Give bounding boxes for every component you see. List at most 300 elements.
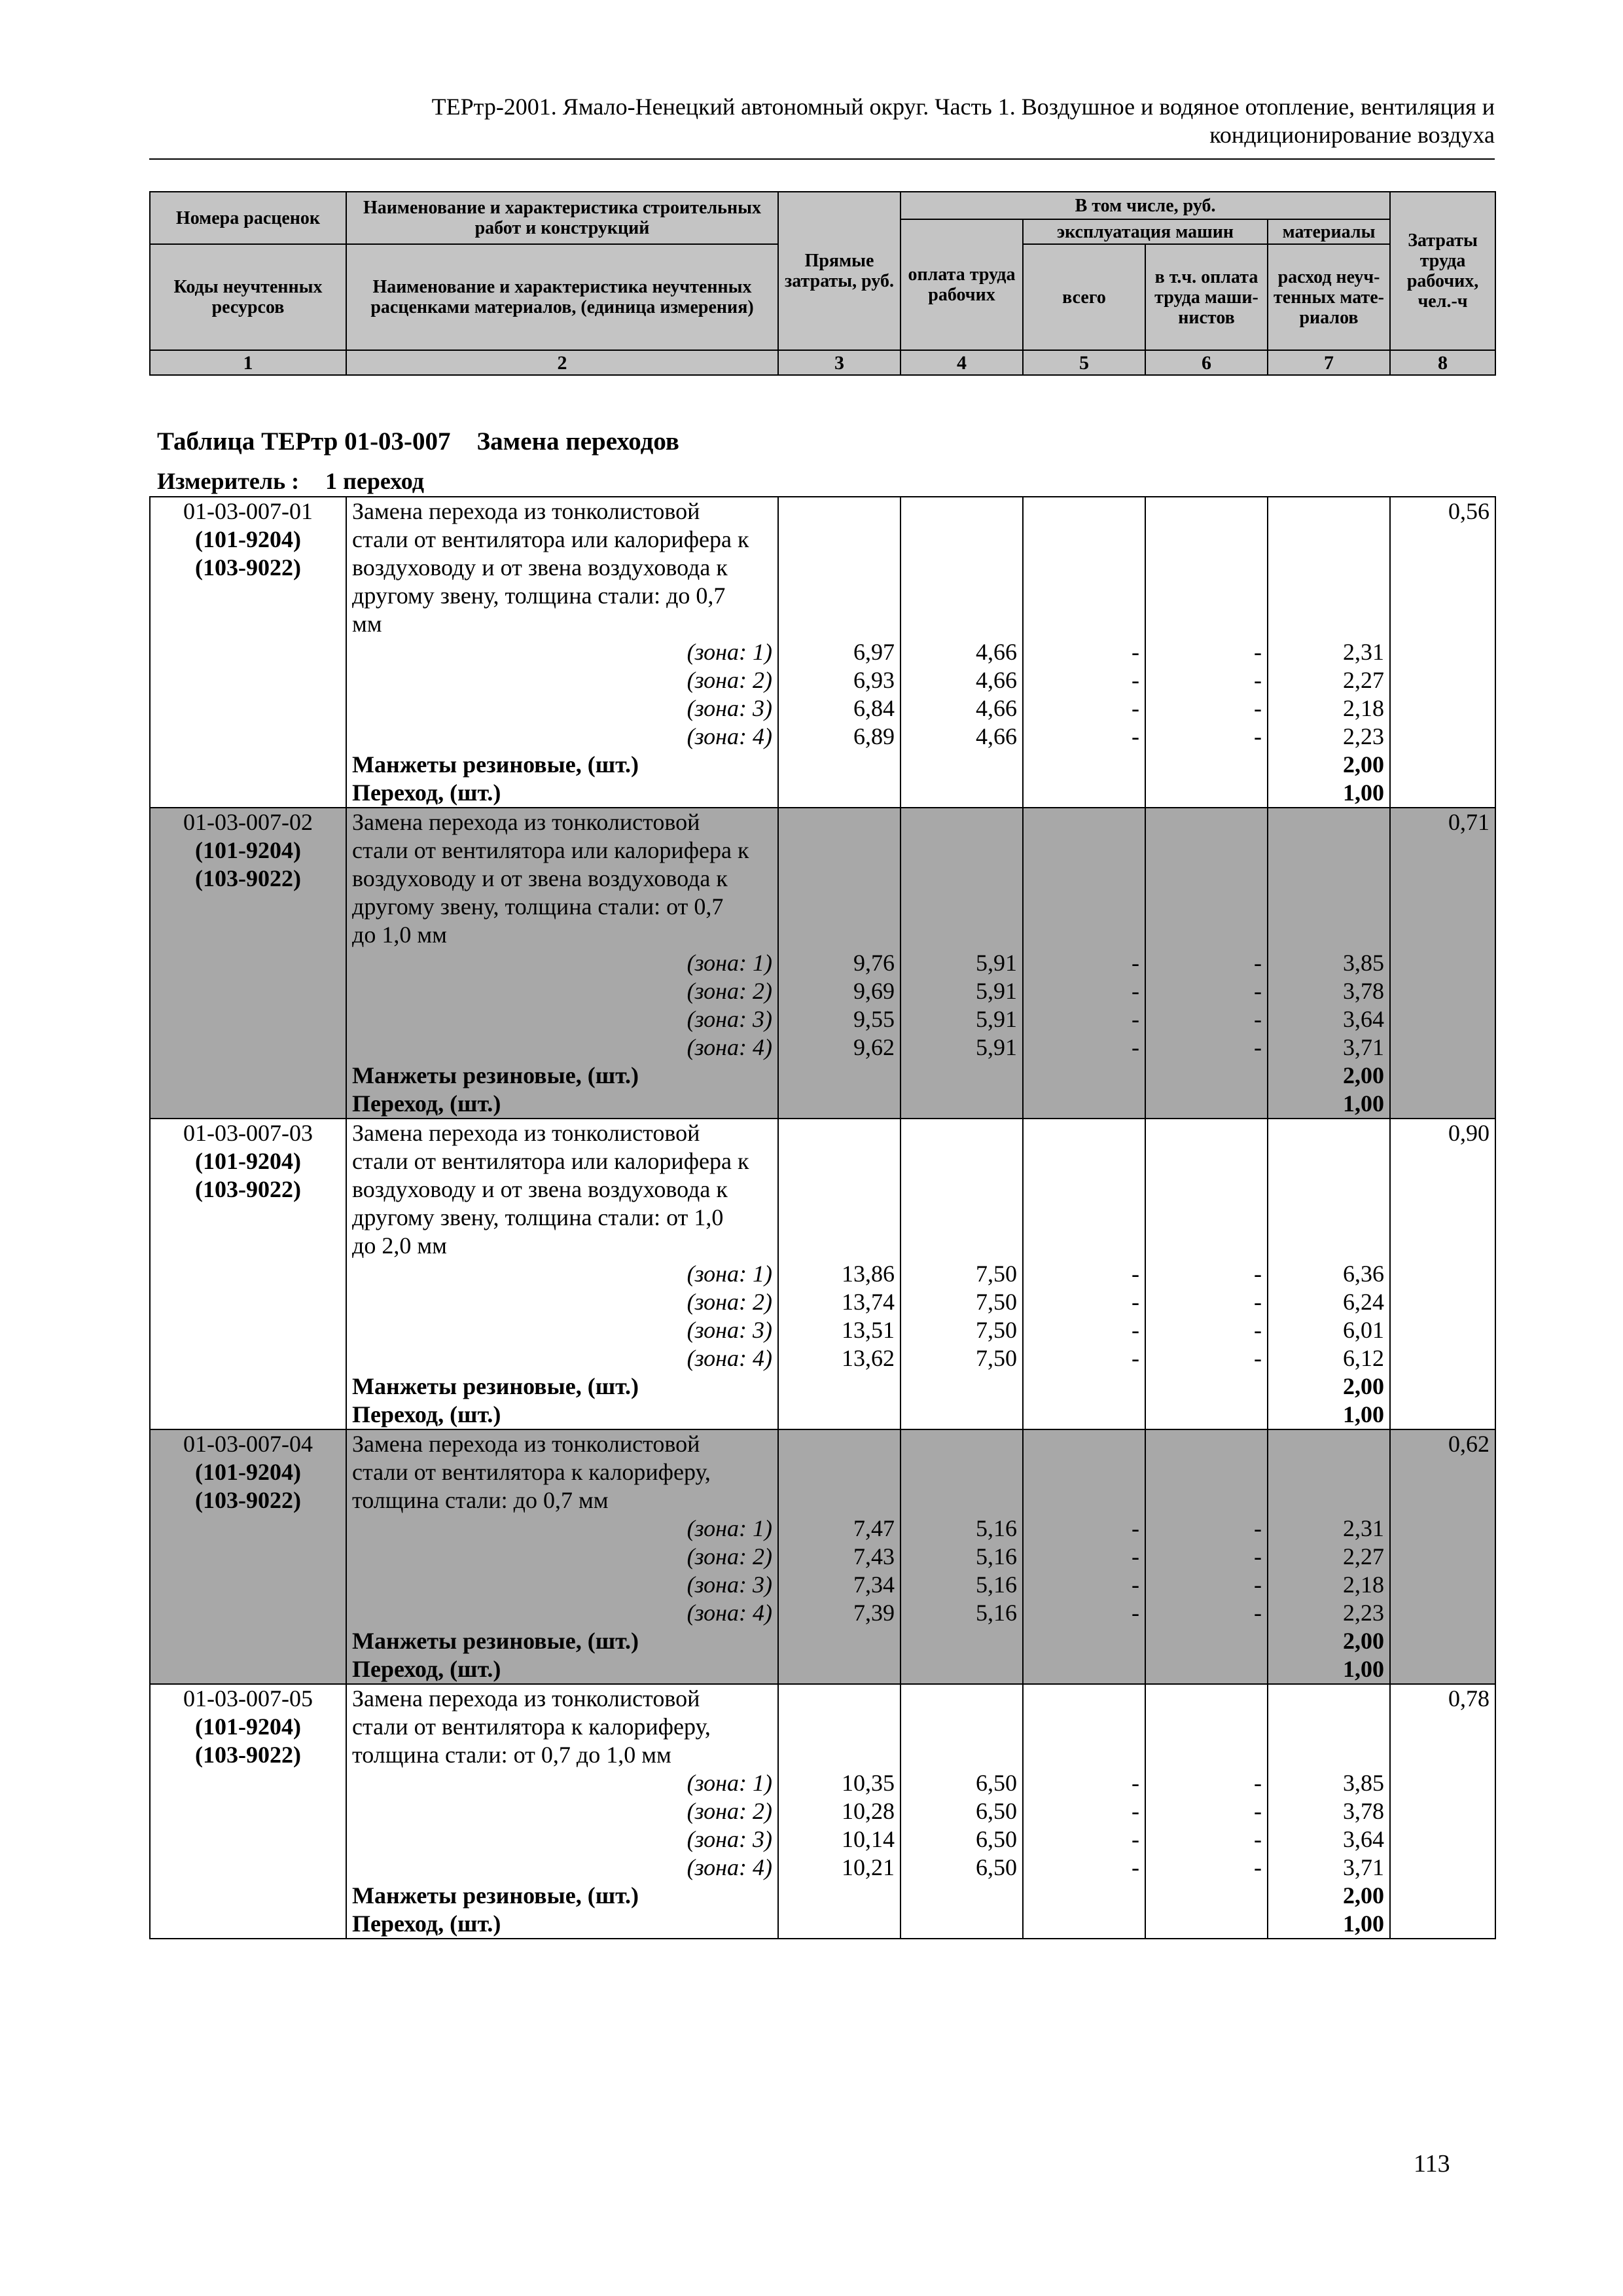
rate-row (150, 1684, 1495, 1939)
blank-line (906, 497, 1017, 526)
table-title-name: Замена переходов (476, 427, 679, 456)
machinist-pay-value: - (1254, 639, 1262, 665)
blank-line (906, 751, 1017, 779)
header-machine-operation: эксплуатация машин (1023, 219, 1268, 244)
blank-line (1029, 836, 1139, 865)
resource-code: (101-9204) (195, 526, 301, 552)
zone-label: (зона: 1) (687, 950, 772, 976)
blank-line (1274, 554, 1384, 582)
worker-pay-value: 6,50 (976, 1798, 1017, 1824)
blank-line (1151, 893, 1262, 921)
zone-label: (зона: 1) (687, 639, 772, 665)
blank-line (1274, 893, 1384, 921)
blank-line (784, 1458, 895, 1486)
rate-row (150, 1429, 1495, 1684)
resource-name: Переход, (шт.) (352, 1910, 501, 1937)
column-header-table (149, 191, 1496, 376)
blank-line (1029, 554, 1139, 582)
blank-line (1274, 1147, 1384, 1175)
running-header-line-2: кондиционирование воздуха (1209, 122, 1495, 148)
blank-line (1029, 1062, 1139, 1090)
rate-description-line: стали от вентилятора или калорифера к (352, 526, 749, 552)
resource-quantity: 2,00 (1343, 751, 1384, 778)
machinist-pay-value: - (1254, 1798, 1262, 1824)
resource-name: Манжеты резиновые, (шт.) (352, 1628, 639, 1654)
rate-description-line: толщина стали: от 0,7 до 1,0 мм (352, 1742, 671, 1768)
zone-label: (зона: 2) (687, 1798, 772, 1824)
resource-code: (103-9022) (195, 865, 301, 891)
machinist-pay-cell (1145, 1429, 1268, 1684)
header-machinist-pay: в т.ч. оплата труда маши-нистов (1145, 244, 1268, 350)
blank-line (906, 779, 1017, 807)
direct-cost-cell (778, 497, 901, 808)
direct-cost-value: 6,89 (853, 723, 895, 749)
rate-code-cell (150, 1684, 346, 1939)
blank-line (784, 1090, 895, 1118)
zone-label: (зона: 3) (687, 695, 772, 721)
blank-line (1029, 582, 1139, 610)
rate-description-line: Замена перехода из тонколистовой (352, 809, 700, 835)
materials-value: 3,64 (1343, 1006, 1384, 1032)
rate-code: 01-03-007-05 (183, 1685, 313, 1712)
materials-value: 3,71 (1343, 1854, 1384, 1880)
materials-cell (1268, 497, 1390, 808)
rate-description-line: стали от вентилятора или калорифера к (352, 837, 749, 863)
blank-line (1151, 921, 1262, 949)
blank-line (1029, 1401, 1139, 1429)
header-rate-numbers: Номера расценок (150, 192, 346, 244)
worker-pay-value: 5,91 (976, 1034, 1017, 1060)
header-direct-costs: Прямые затраты, руб. (778, 192, 901, 350)
machinist-pay-value: - (1254, 978, 1262, 1004)
blank-line (1151, 1232, 1262, 1260)
direct-cost-value: 13,51 (842, 1317, 895, 1343)
worker-pay-value: 7,50 (976, 1289, 1017, 1315)
rate-description-line: толщина стали: до 0,7 мм (352, 1487, 609, 1513)
blank-line (906, 1627, 1017, 1655)
header-rule (149, 158, 1495, 160)
direct-cost-cell (778, 1684, 901, 1939)
meter-line (157, 467, 424, 495)
materials-value: 3,85 (1343, 950, 1384, 976)
machinist-pay-value: - (1254, 723, 1262, 749)
blank-line (1151, 1655, 1262, 1683)
materials-value: 2,31 (1343, 639, 1384, 665)
blank-line (1151, 1062, 1262, 1090)
blank-line (906, 1090, 1017, 1118)
blank-line (1274, 921, 1384, 949)
machine-cost-value: - (1132, 1034, 1139, 1060)
blank-line (1151, 1627, 1262, 1655)
machinist-pay-value: - (1254, 1854, 1262, 1880)
resource-quantity: 2,00 (1343, 1882, 1384, 1909)
rate-description-line: до 1,0 мм (352, 922, 447, 948)
worker-pay-value: 5,16 (976, 1571, 1017, 1598)
blank-line (1151, 1458, 1262, 1486)
rate-code-cell (150, 1119, 346, 1429)
blank-line (906, 554, 1017, 582)
blank-line (784, 1232, 895, 1260)
worker-pay-cell (901, 1429, 1023, 1684)
rate-description-cell (346, 1684, 778, 1939)
labor-cost-cell (1390, 1684, 1495, 1939)
blank-line (1274, 1232, 1384, 1260)
blank-line (1274, 1486, 1384, 1515)
blank-line (1029, 1882, 1139, 1910)
blank-line (784, 893, 895, 921)
blank-line (1151, 1741, 1262, 1769)
direct-cost-value: 13,74 (842, 1289, 895, 1315)
direct-cost-value: 9,55 (853, 1006, 895, 1032)
rate-code-cell (150, 808, 346, 1119)
blank-line (1151, 1401, 1262, 1429)
blank-line (1274, 526, 1384, 554)
blank-line (1151, 1430, 1262, 1458)
blank-line (1151, 751, 1262, 779)
blank-line (1029, 1175, 1139, 1204)
machine-cost-value: - (1132, 978, 1139, 1004)
worker-pay-value: 7,50 (976, 1317, 1017, 1343)
resource-quantity: 1,00 (1343, 1090, 1384, 1117)
blank-line (784, 808, 895, 836)
blank-line (1151, 1204, 1262, 1232)
rate-code: 01-03-007-01 (183, 498, 313, 524)
machine-cost-value: - (1132, 1600, 1139, 1626)
blank-line (1029, 1204, 1139, 1232)
column-number: 6 (1145, 350, 1268, 375)
page-number: 113 (1414, 2150, 1450, 2178)
materials-value: 2,18 (1343, 1571, 1384, 1598)
labor-cost-cell (1390, 1119, 1495, 1429)
blank-line (906, 836, 1017, 865)
blank-line (1029, 751, 1139, 779)
resource-quantity: 1,00 (1343, 1401, 1384, 1427)
machinist-pay-value: - (1254, 1600, 1262, 1626)
blank-line (784, 1882, 895, 1910)
blank-line (784, 554, 895, 582)
resource-quantity: 2,00 (1343, 1628, 1384, 1654)
worker-pay-cell (901, 1119, 1023, 1429)
blank-line (906, 1882, 1017, 1910)
worker-pay-value: 6,50 (976, 1826, 1017, 1852)
worker-pay-value: 6,50 (976, 1770, 1017, 1796)
blank-line (1274, 836, 1384, 865)
rate-description-line: Замена перехода из тонколистовой (352, 1120, 700, 1146)
rate-code: 01-03-007-04 (183, 1431, 313, 1457)
blank-line (784, 921, 895, 949)
machine-cost-value: - (1132, 1261, 1139, 1287)
blank-line (906, 1232, 1017, 1260)
machine-cost-value: - (1132, 1289, 1139, 1315)
resource-name: Манжеты резиновые, (шт.) (352, 1373, 639, 1399)
direct-cost-value: 9,62 (853, 1034, 895, 1060)
zone-label: (зона: 1) (687, 1261, 772, 1287)
blank-line (784, 865, 895, 893)
header-including: В том числе, руб. (901, 192, 1390, 219)
worker-pay-value: 4,66 (976, 723, 1017, 749)
rate-description-line: Замена перехода из тонколистовой (352, 1431, 700, 1457)
materials-value: 6,24 (1343, 1289, 1384, 1315)
worker-pay-value: 5,16 (976, 1515, 1017, 1541)
rate-description-line: другому звену, толщина стали: от 0,7 (352, 893, 724, 920)
worker-pay-value: 6,50 (976, 1854, 1017, 1880)
table-title-number: Таблица ТЕРтр 01-03-007 (157, 427, 451, 456)
rate-row (150, 1119, 1495, 1429)
blank-line (1274, 1741, 1384, 1769)
materials-cell (1268, 808, 1390, 1119)
blank-line (1029, 1486, 1139, 1515)
resource-code: (101-9204) (195, 837, 301, 863)
blank-line (906, 1147, 1017, 1175)
blank-line (906, 865, 1017, 893)
blank-line (906, 1713, 1017, 1741)
machine-cost-cell (1023, 808, 1145, 1119)
blank-line (784, 836, 895, 865)
labor-cost-value: 0,90 (1448, 1120, 1489, 1146)
rate-description-cell (346, 808, 778, 1119)
machinist-pay-value: - (1254, 695, 1262, 721)
direct-cost-value: 7,34 (853, 1571, 895, 1598)
blank-line (784, 1062, 895, 1090)
resource-code: (103-9022) (195, 1742, 301, 1768)
blank-line (1151, 1090, 1262, 1118)
labor-cost-value: 0,78 (1448, 1685, 1489, 1712)
resource-name: Манжеты резиновые, (шт.) (352, 1882, 639, 1909)
blank-line (1151, 554, 1262, 582)
machine-cost-value: - (1132, 639, 1139, 665)
blank-line (784, 1486, 895, 1515)
blank-line (1274, 1430, 1384, 1458)
rate-description-line: до 2,0 мм (352, 1232, 447, 1259)
column-number: 7 (1268, 350, 1390, 375)
resource-code: (101-9204) (195, 1713, 301, 1740)
blank-line (1029, 1119, 1139, 1147)
materials-cell (1268, 1119, 1390, 1429)
direct-cost-value: 10,35 (842, 1770, 895, 1796)
labor-cost-value: 0,71 (1448, 809, 1489, 835)
blank-line (784, 1685, 895, 1713)
rate-description-line: стали от вентилятора или калорифера к (352, 1148, 749, 1174)
blank-line (1151, 779, 1262, 807)
blank-line (784, 1147, 895, 1175)
blank-line (1151, 497, 1262, 526)
blank-line (1029, 1372, 1139, 1401)
resource-name: Манжеты резиновые, (шт.) (352, 1062, 639, 1088)
blank-line (784, 1401, 895, 1429)
zone-label: (зона: 4) (687, 1854, 772, 1880)
zone-label: (зона: 2) (687, 978, 772, 1004)
machinist-pay-value: - (1254, 1006, 1262, 1032)
blank-line (1274, 1175, 1384, 1204)
worker-pay-value: 5,91 (976, 1006, 1017, 1032)
machine-cost-value: - (1132, 1515, 1139, 1541)
worker-pay-value: 4,66 (976, 695, 1017, 721)
blank-line (784, 582, 895, 610)
blank-line (1274, 1713, 1384, 1741)
zone-label: (зона: 3) (687, 1826, 772, 1852)
machine-cost-value: - (1132, 1345, 1139, 1371)
blank-line (906, 1372, 1017, 1401)
direct-cost-value: 7,47 (853, 1515, 895, 1541)
rate-code-cell (150, 497, 346, 808)
blank-line (906, 1910, 1017, 1938)
materials-value: 3,71 (1343, 1034, 1384, 1060)
blank-line (784, 1119, 895, 1147)
blank-line (1029, 893, 1139, 921)
blank-line (1029, 1655, 1139, 1683)
machinist-pay-value: - (1254, 1345, 1262, 1371)
machine-cost-value: - (1132, 950, 1139, 976)
labor-cost-value: 0,56 (1448, 498, 1489, 524)
resource-code: (101-9204) (195, 1148, 301, 1174)
materials-value: 2,23 (1343, 723, 1384, 749)
blank-line (1151, 1685, 1262, 1713)
zone-label: (зона: 1) (687, 1770, 772, 1796)
blank-line (906, 1685, 1017, 1713)
direct-cost-cell (778, 1119, 901, 1429)
machine-cost-value: - (1132, 1826, 1139, 1852)
machinist-pay-value: - (1254, 667, 1262, 693)
materials-value: 3,64 (1343, 1826, 1384, 1852)
materials-value: 6,12 (1343, 1345, 1384, 1371)
blank-line (1029, 779, 1139, 807)
direct-cost-value: 7,43 (853, 1543, 895, 1570)
blank-line (1029, 921, 1139, 949)
blank-line (1029, 865, 1139, 893)
direct-cost-value: 10,14 (842, 1826, 895, 1852)
header-unaccounted-materials: расход неуч-тенных мате-риалов (1268, 244, 1390, 350)
worker-pay-value: 5,91 (976, 950, 1017, 976)
blank-line (1029, 610, 1139, 638)
rate-description-line: Замена перехода из тонколистовой (352, 1685, 700, 1712)
machine-cost-cell (1023, 497, 1145, 808)
blank-line (1029, 1910, 1139, 1938)
resource-name: Переход, (шт.) (352, 1401, 501, 1427)
machinist-pay-value: - (1254, 1289, 1262, 1315)
resource-quantity: 1,00 (1343, 1910, 1384, 1937)
machine-cost-value: - (1132, 1770, 1139, 1796)
resource-quantity: 2,00 (1343, 1062, 1384, 1088)
zone-label: (зона: 3) (687, 1571, 772, 1598)
machinist-pay-value: - (1254, 1770, 1262, 1796)
materials-value: 2,18 (1343, 695, 1384, 721)
materials-value: 2,31 (1343, 1515, 1384, 1541)
blank-line (1151, 865, 1262, 893)
machine-cost-value: - (1132, 1006, 1139, 1032)
blank-line (784, 1204, 895, 1232)
header-materials: материалы (1268, 219, 1390, 244)
blank-line (1029, 1458, 1139, 1486)
machinist-pay-value: - (1254, 1571, 1262, 1598)
blank-line (1151, 1372, 1262, 1401)
worker-pay-value: 5,16 (976, 1543, 1017, 1570)
machine-cost-value: - (1132, 723, 1139, 749)
rate-description-line: Замена перехода из тонколистовой (352, 498, 700, 524)
blank-line (906, 808, 1017, 836)
machine-cost-cell (1023, 1684, 1145, 1939)
rates-table-body (150, 497, 1495, 1939)
blank-line (784, 1175, 895, 1204)
worker-pay-cell (901, 1684, 1023, 1939)
rate-description-line: воздуховоду и от звена воздуховода к (352, 865, 728, 891)
rate-description-line: другому звену, толщина стали: от 1,0 (352, 1204, 724, 1230)
blank-line (1029, 1685, 1139, 1713)
resource-quantity: 2,00 (1343, 1373, 1384, 1399)
blank-line (1151, 1119, 1262, 1147)
resource-code: (103-9022) (195, 1176, 301, 1202)
blank-line (1151, 1713, 1262, 1741)
rate-row (150, 497, 1495, 808)
column-number: 5 (1023, 350, 1145, 375)
blank-line (1029, 1147, 1139, 1175)
column-number: 8 (1390, 350, 1495, 375)
zone-label: (зона: 1) (687, 1515, 772, 1541)
rate-description-cell (346, 1429, 778, 1684)
blank-line (1274, 1458, 1384, 1486)
machinist-pay-value: - (1254, 1261, 1262, 1287)
blank-line (1274, 610, 1384, 638)
blank-line (784, 1430, 895, 1458)
blank-line (784, 1372, 895, 1401)
rate-description-line: воздуховоду и от звена воздуховода к (352, 1176, 728, 1202)
blank-line (1029, 1713, 1139, 1741)
rate-description-cell (346, 497, 778, 808)
resource-code: (103-9022) (195, 554, 301, 581)
blank-line (1151, 836, 1262, 865)
resource-name: Переход, (шт.) (352, 1656, 501, 1682)
rate-description-line: воздуховоду и от звена воздуховода к (352, 554, 728, 581)
materials-cell (1268, 1684, 1390, 1939)
meter-value: 1 переход (325, 468, 424, 494)
direct-cost-value: 10,28 (842, 1798, 895, 1824)
blank-line (1029, 1430, 1139, 1458)
header-labor-costs: Затраты труда рабочих, чел.-ч (1390, 192, 1495, 350)
header-work-name: Наименование и характеристика строительных работ и конструкций (346, 192, 778, 244)
rate-code: 01-03-007-03 (183, 1120, 313, 1146)
machinist-pay-value: - (1254, 1317, 1262, 1343)
zone-label: (зона: 4) (687, 1034, 772, 1060)
materials-value: 2,27 (1343, 667, 1384, 693)
worker-pay-value: 4,66 (976, 639, 1017, 665)
resource-name: Манжеты резиновые, (шт.) (352, 751, 639, 778)
zone-label: (зона: 2) (687, 667, 772, 693)
column-number: 2 (346, 350, 778, 375)
machine-cost-value: - (1132, 667, 1139, 693)
machinist-pay-value: - (1254, 1515, 1262, 1541)
blank-line (906, 1430, 1017, 1458)
materials-value: 3,85 (1343, 1770, 1384, 1796)
labor-cost-cell (1390, 1429, 1495, 1684)
materials-value: 6,36 (1343, 1261, 1384, 1287)
zone-label: (зона: 2) (687, 1289, 772, 1315)
machinist-pay-value: - (1254, 1826, 1262, 1852)
direct-cost-value: 9,69 (853, 978, 895, 1004)
table-title (157, 427, 679, 457)
blank-line (1029, 1741, 1139, 1769)
header-machine-total: всего (1023, 244, 1145, 350)
blank-line (1274, 582, 1384, 610)
blank-line (1151, 1486, 1262, 1515)
direct-cost-value: 7,39 (853, 1600, 895, 1626)
machine-cost-cell (1023, 1119, 1145, 1429)
blank-line (784, 1655, 895, 1683)
rates-table (149, 496, 1496, 1939)
materials-value: 6,01 (1343, 1317, 1384, 1343)
labor-cost-cell (1390, 808, 1495, 1119)
column-number: 4 (901, 350, 1023, 375)
labor-cost-cell (1390, 497, 1495, 808)
machine-cost-value: - (1132, 1571, 1139, 1598)
